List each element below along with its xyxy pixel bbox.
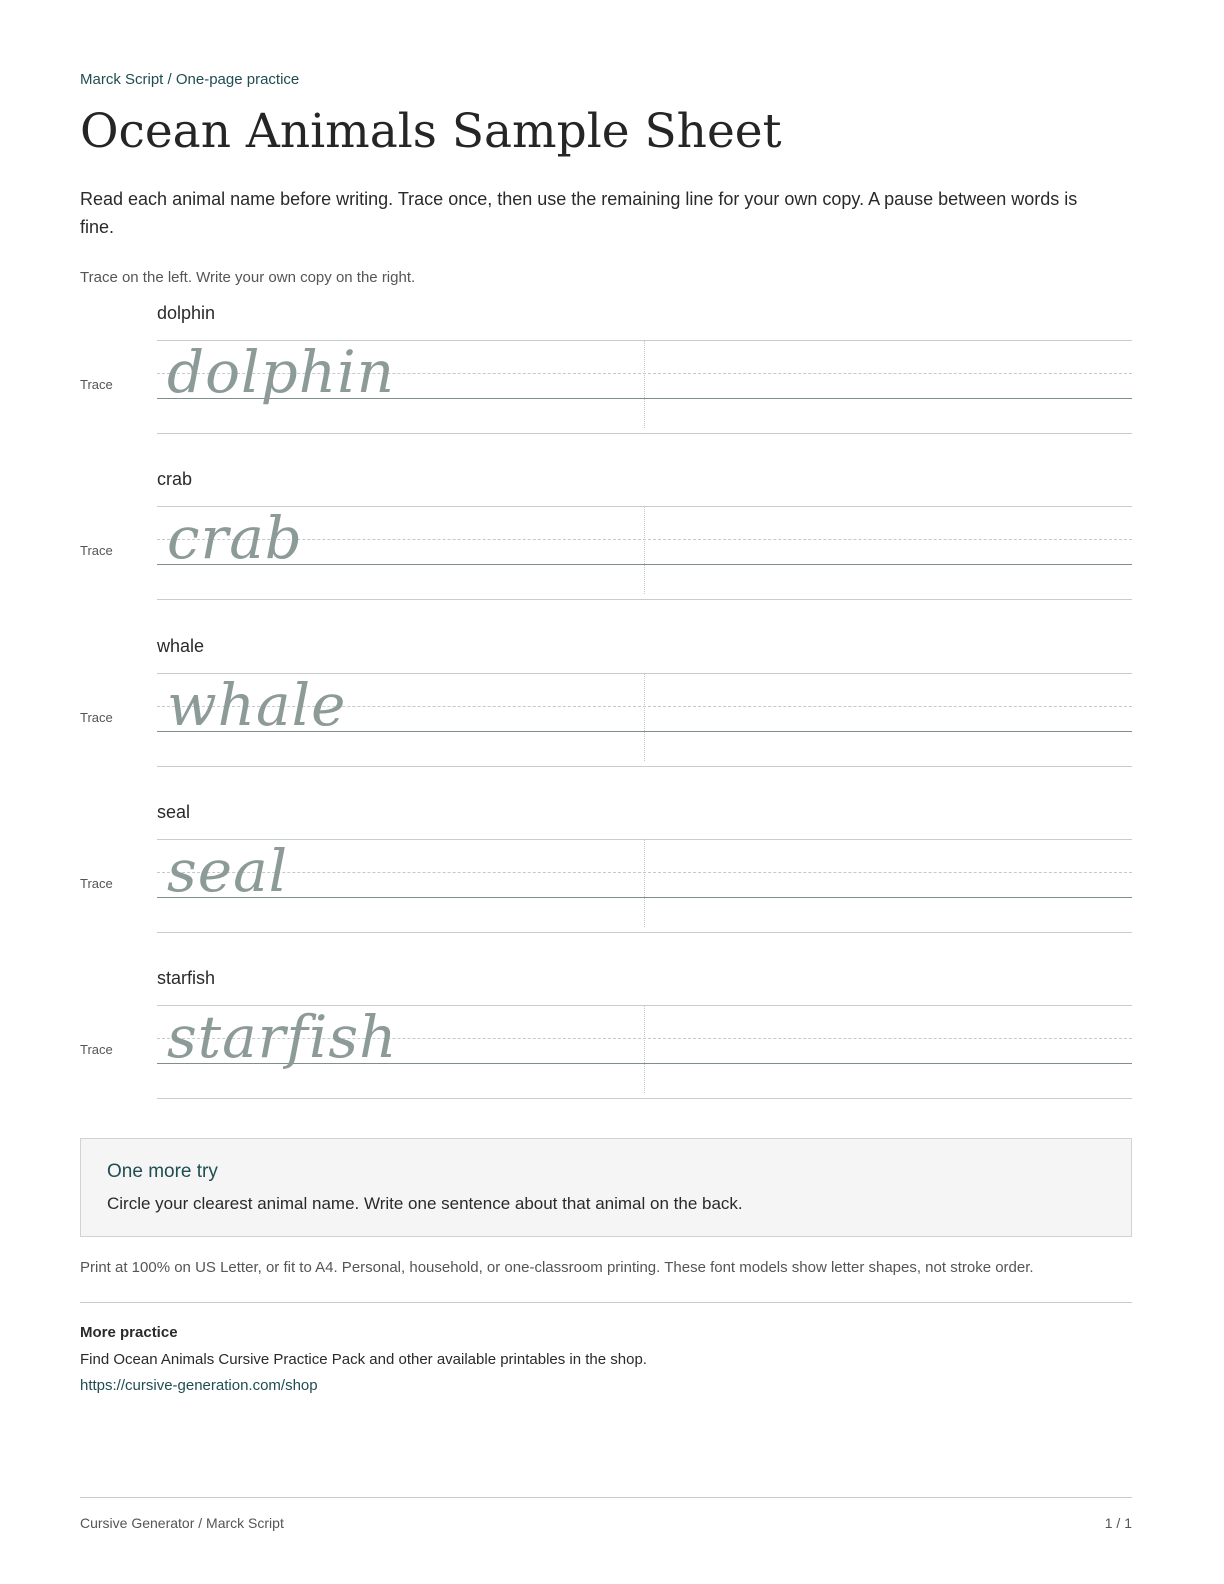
divider — [80, 1302, 1132, 1303]
bottom-line — [157, 932, 1132, 933]
bottom-line — [157, 599, 1132, 600]
instruction-text: Trace on the left. Write your own copy on the right. — [80, 269, 416, 286]
breadcrumb: Marck Script / One-page practice — [80, 71, 300, 88]
word-label: crab — [157, 469, 193, 489]
page-number: 1 / 1 — [1104, 1515, 1132, 1531]
column-divider — [644, 340, 645, 428]
trace-word: whale — [167, 671, 347, 739]
trace-word: dolphin — [167, 338, 395, 406]
trace-word: seal — [167, 837, 289, 905]
column-divider — [644, 1005, 645, 1093]
more-practice-title: More practice — [80, 1324, 178, 1341]
bottom-line — [157, 1098, 1132, 1099]
writing-lines — [157, 673, 1132, 767]
trace-label: Trace — [80, 1042, 113, 1057]
column-divider — [644, 673, 645, 761]
note-title: One more try — [107, 1161, 218, 1182]
practice-row — [80, 802, 1132, 942]
one-more-try-box — [80, 1138, 1132, 1237]
writing-lines — [157, 506, 1132, 600]
trace-label: Trace — [80, 543, 113, 558]
trace-label: Trace — [80, 876, 113, 891]
word-label: starfish — [157, 968, 216, 988]
practice-row — [80, 968, 1132, 1108]
practice-row — [80, 636, 1132, 776]
writing-lines — [157, 1005, 1132, 1099]
more-practice-body: Find Ocean Animals Cursive Practice Pack and other available printables in the shop. — [80, 1351, 647, 1368]
trace-label: Trace — [80, 377, 113, 392]
column-divider — [644, 839, 645, 927]
footer-divider — [80, 1497, 1132, 1498]
word-label: seal — [157, 802, 191, 822]
writing-lines — [157, 839, 1132, 933]
column-divider — [644, 506, 645, 594]
practice-sheet — [80, 0, 1132, 1584]
footer-source: Cursive Generator / Marck Script — [80, 1515, 284, 1531]
bottom-line — [157, 433, 1132, 434]
word-label: dolphin — [157, 303, 216, 323]
writing-lines — [157, 340, 1132, 434]
trace-word: crab — [167, 504, 303, 572]
word-label: whale — [157, 636, 205, 656]
trace-label: Trace — [80, 710, 113, 725]
shop-link[interactable]: https://cursive-generation.com/shop — [80, 1377, 318, 1394]
bottom-line — [157, 766, 1132, 767]
intro-text: Read each animal name before writing. Trace once, then use the remaining line for your own copy. A pause between words is fine. — [80, 189, 1078, 237]
trace-word: starfish — [167, 1003, 398, 1071]
note-body: Circle your clearest animal name. Write one sentence about that animal on the back. — [107, 1194, 743, 1213]
page-title: Ocean Animals Sample Sheet — [80, 104, 782, 159]
practice-row — [80, 469, 1132, 609]
print-info: Print at 100% on US Letter, or fit to A4. Personal, household, or one-classroom printing. These font models show letter shapes, not stroke order. — [80, 1259, 1034, 1276]
practice-row — [80, 303, 1132, 443]
